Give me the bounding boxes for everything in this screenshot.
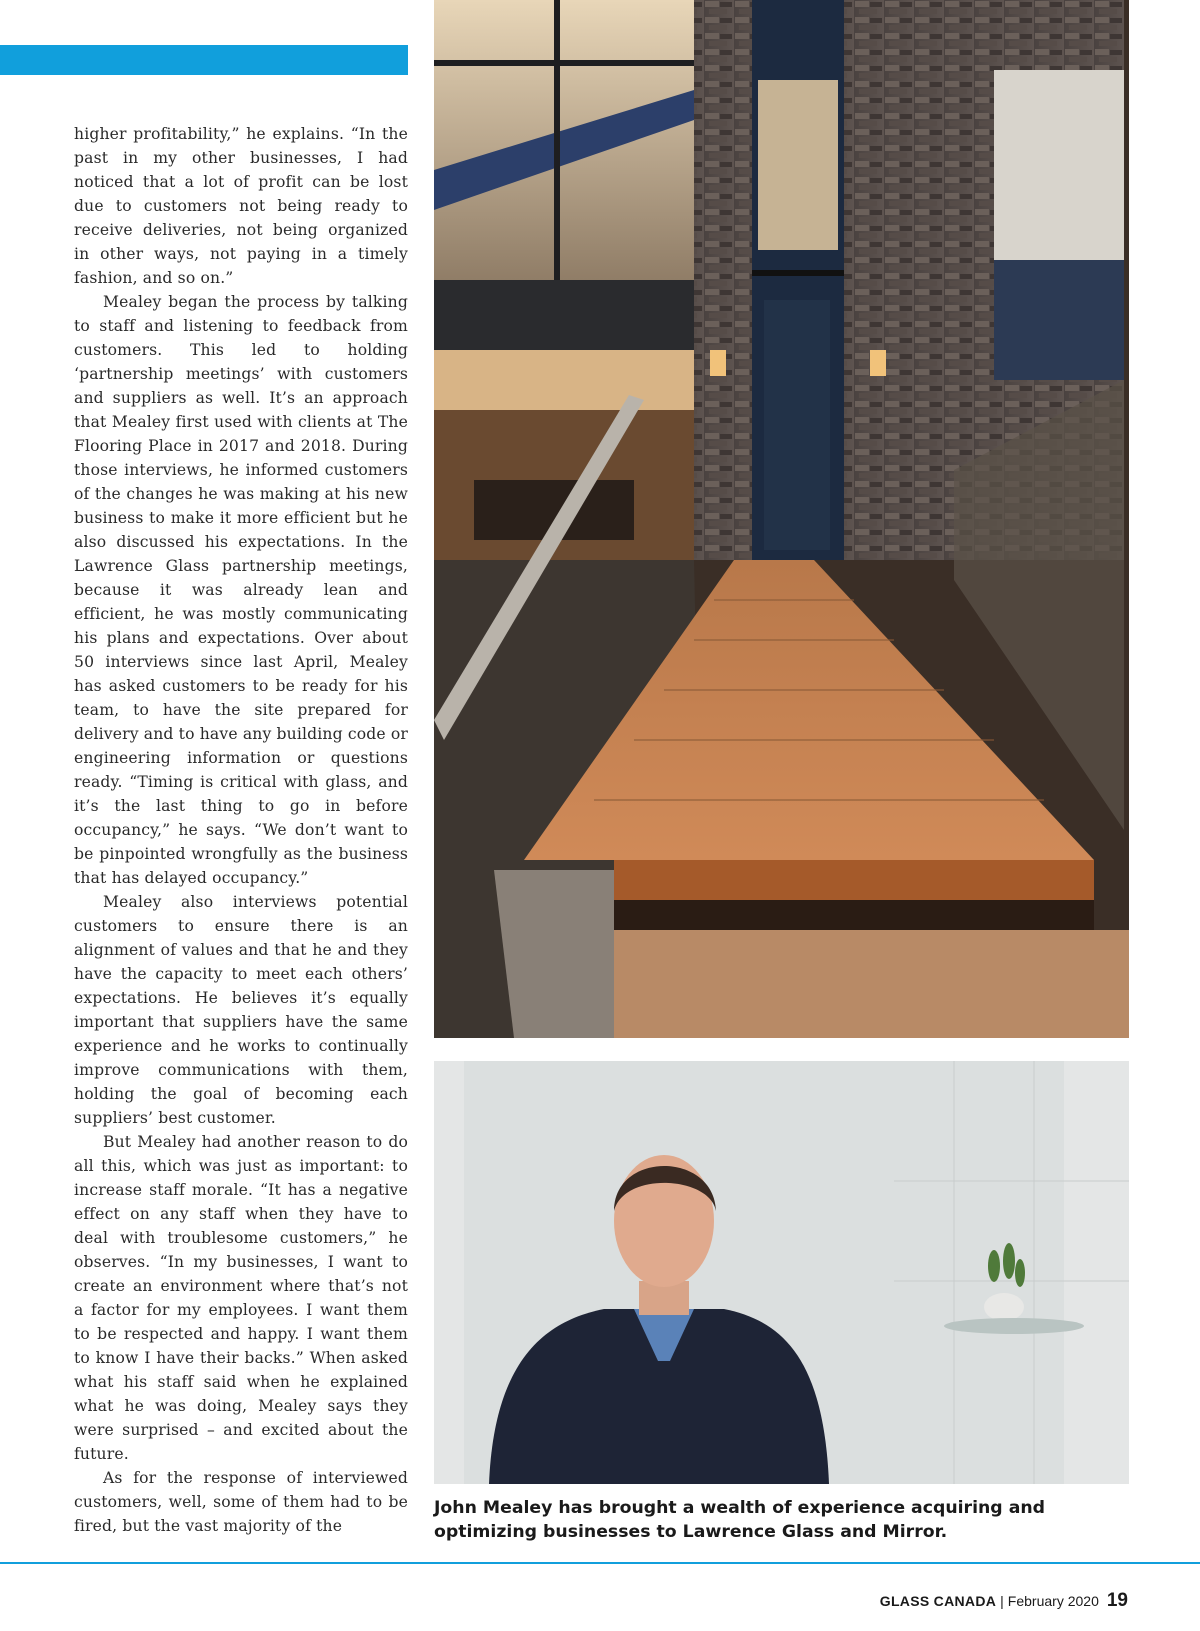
header-accent-bar xyxy=(0,45,408,75)
footer-rule xyxy=(0,1562,1200,1564)
article-body xyxy=(74,122,408,1538)
article-paragraph: Mealey also interviews potential customers to ensure there is an alignment of values and that he and they have the capacity to meet each others’ expectations. He believes it’s equally important that suppliers have the same experience and he works to continually improve communications with them, holding the goal of becoming each suppliers’ best customer. xyxy=(74,893,408,1127)
portrait-photo xyxy=(434,1061,1129,1484)
photo-caption: John Mealey has brought a wealth of experience acquiring and optimizing businesses to Lawrence Glass and Mirror. xyxy=(434,1498,1046,1542)
article-paragraph: But Mealey had another reason to do all this, which was just as important: to increase staff morale. “It has a negative effect on any staff when they have to deal with troublesome customers,” he observes. “In my businesses, I want to create an environment where that’s not a factor for my employees. I want them to be respected and happy. I want them to know I have their backs.” When asked what his staff said when he explained what he was doing, Mealey says they were surprised – and excited about the future. xyxy=(74,1133,408,1463)
footer-separator: | xyxy=(1000,1593,1004,1609)
article-paragraph: As for the response of interviewed customers, well, some of them had to be fired, but the vast majority of the xyxy=(74,1469,408,1535)
article-paragraph: Mealey began the process by talking to staff and listening to feedback from customers. This led to holding ‘partnership meetings’ with customers and suppliers as well. It’s an approach that Mealey first used with clients at The Flooring Place in 2017 and 2018. During those interviews, he informed customers of the changes he was making at his new business to make it more efficient but he also discussed his expectations. In the Lawrence Glass partnership meetings, because it was already lean and efficient, he was mostly communicating his plans and expectations. Over about 50 interviews since last April, Mealey has asked customers to be ready for his team, to have the site prepared for delivery and to have any building code or engineering information or questions ready. “Timing is critical with glass, and it’s the last thing to go in before occupancy,” he says. “We don’t want to be pinpointed wrongfully as the business that has delayed occupancy.” xyxy=(74,293,409,887)
issue-date: February 2020 xyxy=(1007,1593,1099,1609)
page-number: 19 xyxy=(1106,1590,1128,1611)
walkway-photo xyxy=(434,0,1129,1038)
article-paragraph: higher profitability,” he explains. “In the past in my other businesses, I had noticed that a lot of profit can be lost due to customers not being ready to receive deliveries, not being organized in other ways, not paying in a timely fashion, and so on.” xyxy=(74,125,408,287)
page-footer xyxy=(880,1590,1128,1616)
magazine-name: GLASS CANADA xyxy=(879,1593,997,1609)
